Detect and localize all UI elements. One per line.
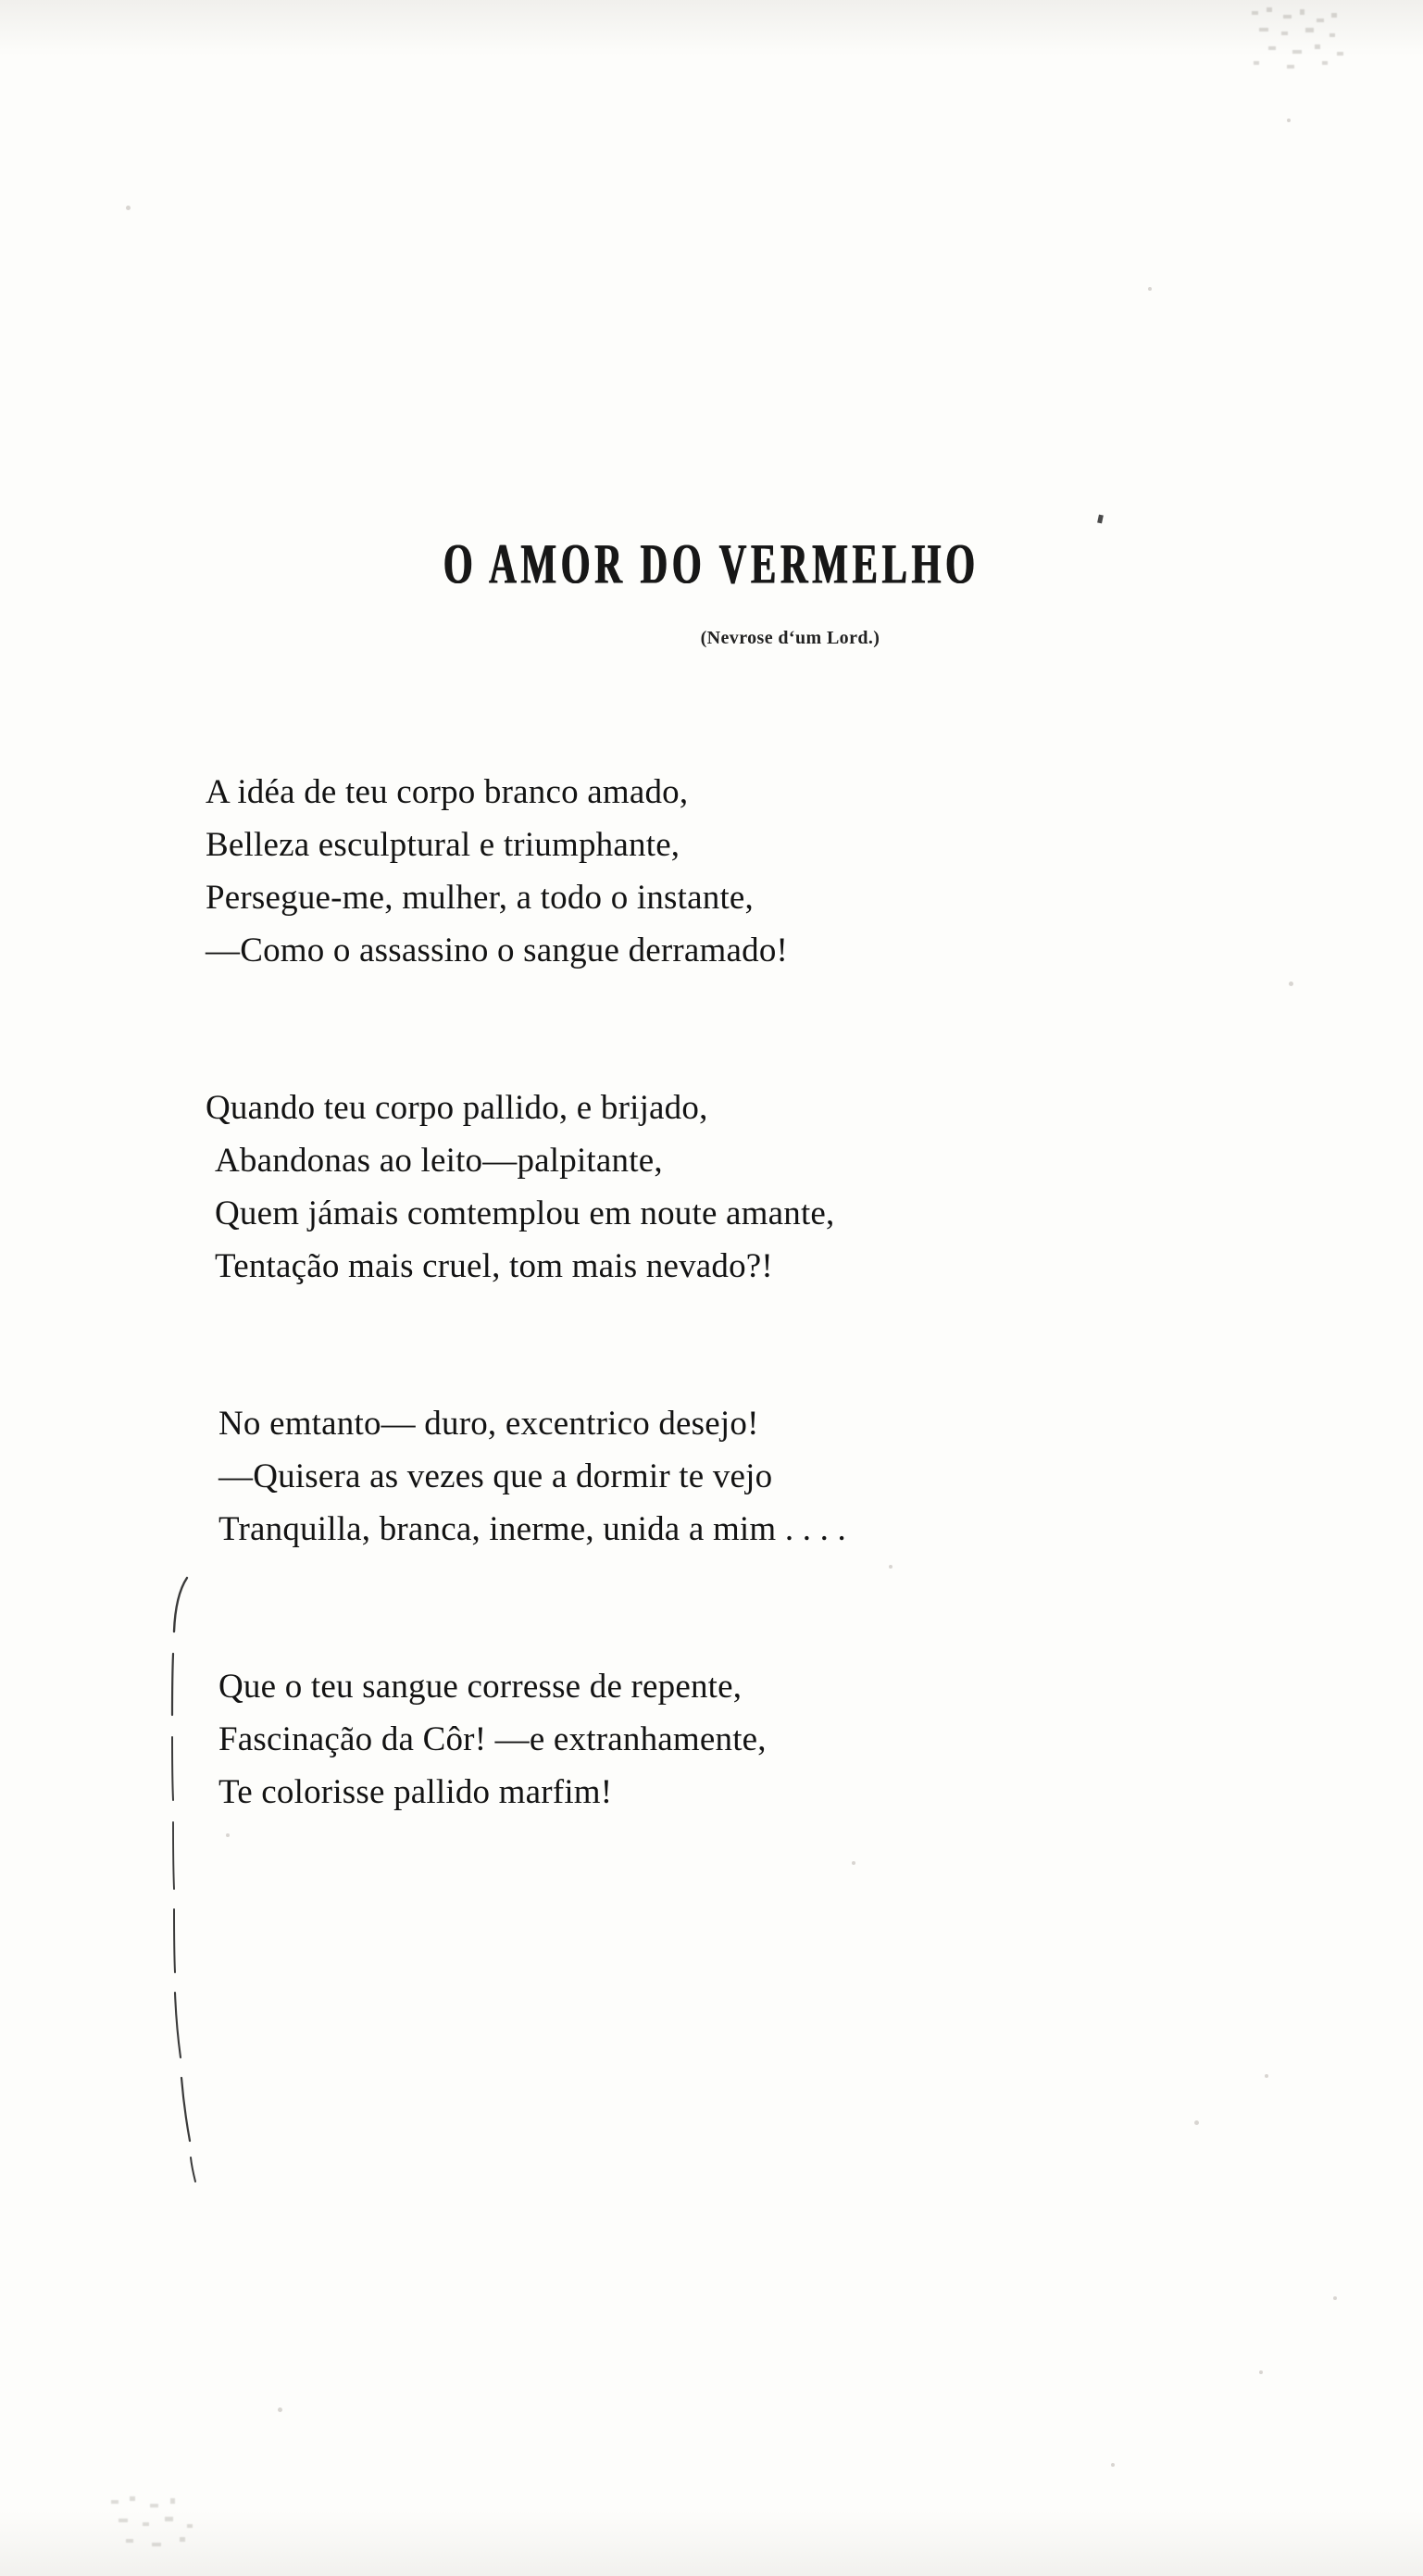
verse-line: Tranquilla, branca, inerme, unida a mim . . . . [218,1510,846,1548]
scan-speck [278,2407,282,2412]
verse-line: Te colorisse pallido marfim! [218,1773,613,1811]
title-block [0,507,1423,604]
verse-line: Belleza esculptural e triumphante, [206,826,680,864]
verse-line: —Quisera as vezes que a dormir te vejo [218,1457,773,1495]
verse-line: No emtanto— duro, excentrico desejo! [218,1405,759,1443]
scan-speck [1265,2074,1268,2078]
scan-speck [1287,119,1291,122]
scan-speck [1333,2296,1337,2300]
page-subtitle: (Nevrose d‘um Lord.) [700,628,880,648]
stanza [206,769,1279,975]
verse-line: Que o teu sangue corresse de repente, [218,1668,743,1706]
scan-speck [1194,2120,1199,2125]
scan-speck [1111,2463,1115,2467]
verse-line: Abandonas ao leito—palpitante, [215,1142,663,1180]
verse-line: Tentação mais cruel, tom mais nevado?! [215,1247,773,1285]
verse-line: —Como o assassino o sangue derramado! [206,932,789,969]
scan-speck [1259,2370,1263,2374]
page-title: O AMOR DO VERMELHO [443,534,980,597]
verse-line: A idéa de teu corpo branco amado, [206,773,689,811]
scan-speck [1289,982,1293,986]
scan-speck [1148,287,1152,291]
poem-body [206,769,1279,1926]
scan-edge-top [0,0,1423,56]
scan-smudge-top-right [1241,4,1379,78]
scan-speck [126,206,131,210]
verse-line: Fascinação da Côr! —e extranhamente, [218,1720,767,1758]
verse-line: Persegue-me, mulher, a todo o instante, [206,879,754,917]
stanza [206,1084,1279,1291]
subtitle-block [0,628,1423,649]
stanza [206,1663,1279,1817]
verse-line: Quando teu corpo pallido, e brijado, [206,1089,708,1127]
scan-smudge-bottom-left [102,2491,222,2565]
stanza [206,1400,1279,1554]
verse-line: Quem jámais comtemplou em noute amante, [215,1194,835,1232]
